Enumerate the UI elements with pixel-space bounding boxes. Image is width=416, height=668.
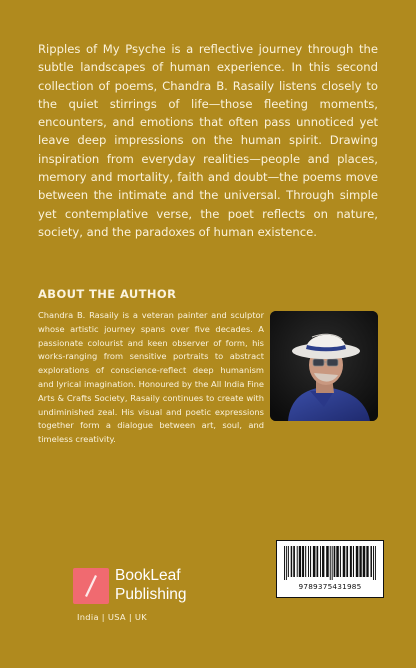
barcode-bar xyxy=(370,546,371,577)
barcode-bars xyxy=(284,546,376,580)
barcode-bar xyxy=(302,546,304,577)
barcode-bar xyxy=(322,546,324,577)
publisher-name-line2: Publishing xyxy=(115,585,187,603)
leaf-slash-icon xyxy=(73,568,109,604)
barcode-bar xyxy=(366,546,368,577)
isbn-barcode xyxy=(276,540,384,598)
barcode-bar xyxy=(373,546,374,580)
barcode-bar xyxy=(356,546,359,577)
barcode-bar xyxy=(317,546,319,577)
barcode-bar xyxy=(305,546,306,577)
author-photo xyxy=(270,311,378,421)
barcode-bar xyxy=(313,546,316,577)
isbn-number: 9789375431985 xyxy=(298,582,362,591)
barcode-bar xyxy=(291,546,292,577)
barcode-bar xyxy=(310,546,311,577)
barcode-bar xyxy=(353,546,354,577)
barcode-bar xyxy=(332,546,333,580)
barcode-bar xyxy=(293,546,295,577)
about-author-heading: ABOUT THE AUTHOR xyxy=(38,287,177,301)
publisher-logo xyxy=(73,567,187,604)
barcode-bar xyxy=(343,546,346,577)
barcode-bar xyxy=(340,546,341,577)
barcode-bar xyxy=(350,546,352,577)
barcode-bar xyxy=(336,546,339,577)
barcode-bar xyxy=(334,546,336,577)
barcode-bar xyxy=(359,546,361,577)
publisher-name-line1: BookLeaf xyxy=(115,567,181,584)
barcode-bar xyxy=(286,546,287,580)
barcode-bar xyxy=(326,546,329,577)
barcode-bar xyxy=(297,546,298,577)
barcode-bar xyxy=(330,546,331,580)
barcode-bar xyxy=(288,546,289,577)
barcode-bar xyxy=(299,546,301,577)
barcode-bar xyxy=(320,546,321,577)
barcode-bar xyxy=(346,546,348,577)
publisher-name xyxy=(115,567,187,604)
barcode-bar xyxy=(363,546,366,577)
publisher-regions: India | USA | UK xyxy=(77,612,147,622)
barcode-bar xyxy=(308,546,309,577)
barcode-bar xyxy=(375,546,376,580)
book-blurb: Ripples of My Psyche is a reflective journey through the subtle landscapes of human experience. In this second collection of poems, Chandra B. Rasaily listens closely to the quiet stirrings of life—those fleeting moments, encounters, and emotions that often pass unnoticed yet leave deep impressions on the human spirit. Drawing inspiration from everyday realities—people and places, memory and mortality, faith and doubt—the poems move between the intimate and the universal. Through simple yet contemplative verse, the poet reflects on nature, society, and the paradoxes of human existence. xyxy=(38,42,378,239)
barcode-bar xyxy=(284,546,285,580)
author-bio: Chandra B. Rasaily is a veteran painter and sculptor whose artistic journey spans over five decades. A passionate colourist and keen observer of form, his works-ranging from sensitive portraits to abstract explorations of conscience-reflect deep humanism and lyrical imagination. Honoured by the All India Fine Arts & Crafts Society, Rasaily continues to create with undiminished zeal. His visual and poetic expressions together form a dialogue between art, soul, and timeless creativity. xyxy=(38,310,264,445)
